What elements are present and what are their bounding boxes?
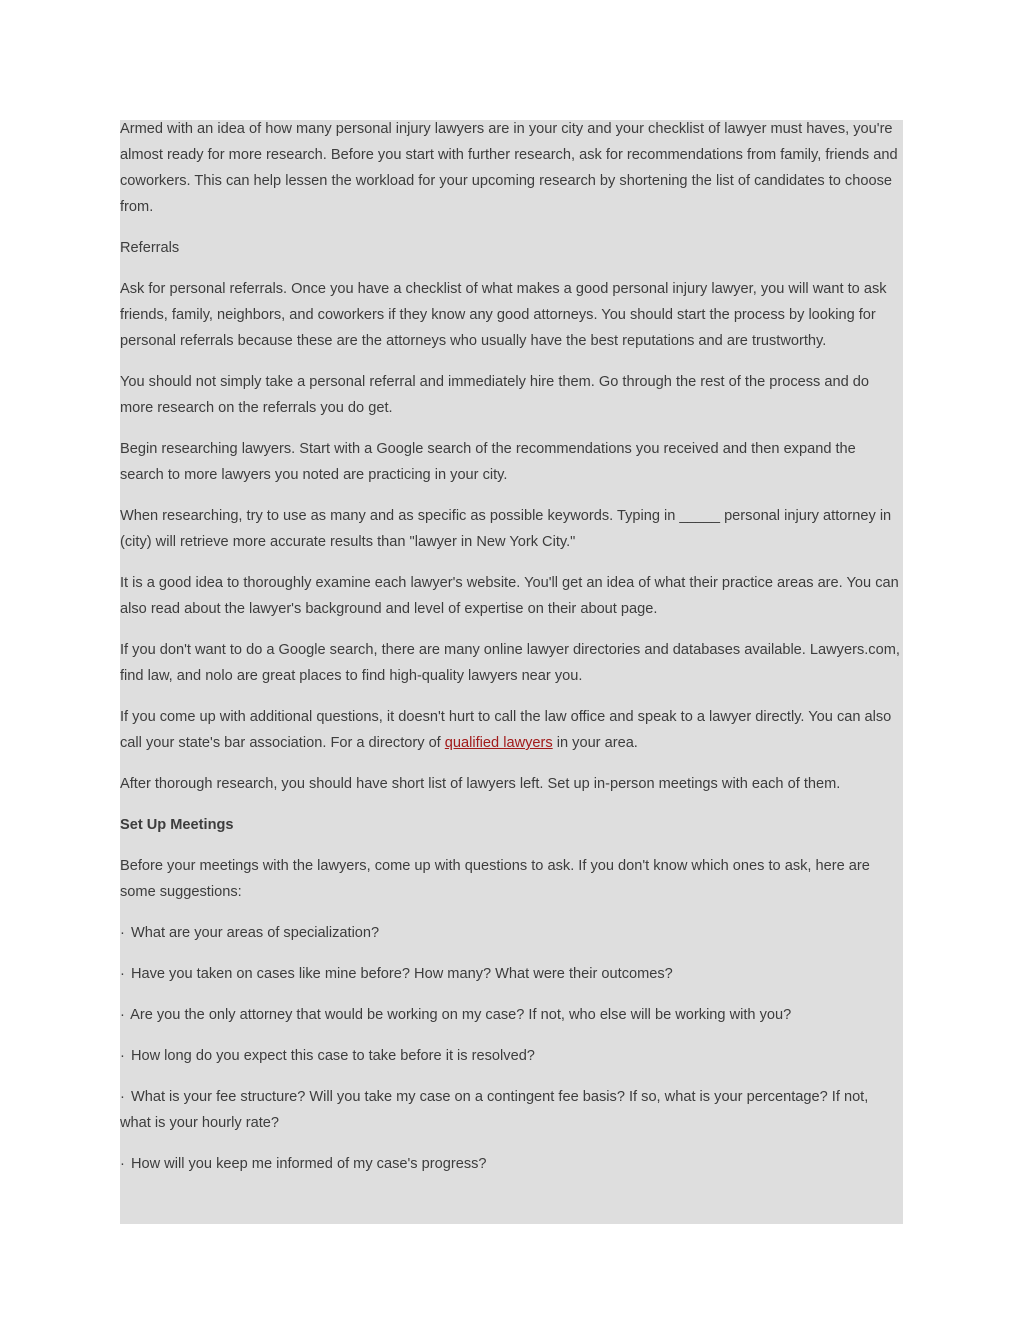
meetings-heading: Set Up Meetings [120, 817, 234, 833]
question-text: Have you taken on cases like mine before? How many? What were their outcomes? [130, 966, 673, 982]
question-text: What is your fee structure? Will you take my case on a contingent fee basis? If so, what is your percentage? If not, what is your hourly rate? [120, 1089, 869, 1131]
document-body [120, 120, 903, 1224]
referrals-label: Referrals [120, 240, 180, 256]
research-paragraph-5 [120, 704, 903, 756]
research-paragraph-4: If you don't want to do a Google search, there are many online lawyer directories and databases available. Lawyers.com, find law, and nolo are great places to find high-quality lawyers near you. [120, 642, 900, 684]
research-paragraph-5-tail: in your area. [552, 735, 638, 751]
research-paragraph-6: After thorough research, you should have short list of lawyers left. Set up in-person meetings with each of them. [120, 776, 841, 792]
referrals-paragraph-2: You should not simply take a personal referral and immediately hire them. Go through the rest of the process and do more research on the referrals you do get. [120, 374, 870, 416]
research-paragraph-2: When researching, try to use as many and as specific as possible keywords. Typing in _____ personal injury attorney in (city) will retrieve more accurate results than "lawyer in New York City." [120, 508, 892, 550]
question-item [120, 1043, 903, 1069]
research-paragraph-1: Begin researching lawyers. Start with a Google search of the recommendations you received and then expand the search to more lawyers you noted are practicing in your city. [120, 441, 856, 483]
bullet-mark: · [120, 966, 125, 982]
question-item [120, 1002, 903, 1028]
question-text: What are your areas of specialization? [130, 925, 380, 941]
bullet-mark: · [120, 1156, 125, 1172]
question-text: How will you keep me informed of my case's progress? [130, 1156, 487, 1172]
bullet-mark: · [120, 1007, 125, 1023]
question-item [120, 1084, 903, 1136]
bullet-mark: · [120, 1048, 125, 1064]
intro-paragraph: Armed with an idea of how many personal injury lawyers are in your city and your checklist of lawyer must haves, you're almost ready for more research. Before you start with further research, ask for recommendations from family, friends and coworkers. This can help lessen the workload for your upcoming research by shortening the list of candidates to choose from. [120, 121, 898, 215]
question-item [120, 1151, 903, 1177]
bullet-mark: · [120, 925, 125, 941]
referrals-paragraph-1: Ask for personal referrals. Once you have a checklist of what makes a good personal injury lawyer, you will want to ask friends, family, neighbors, and coworkers if they know any good attorneys. You should start the process by looking for personal referrals because these are the attorneys who usually have the best reputations and are trustworthy. [120, 281, 887, 349]
question-item [120, 961, 903, 987]
research-paragraph-5-lead: If you come up with additional questions, it doesn't hurt to call the law office and speak to a lawyer directly. You can also call your state's bar association. For a directory of [120, 709, 892, 751]
question-item [120, 920, 903, 946]
research-paragraph-3: It is a good idea to thoroughly examine each lawyer's website. You'll get an idea of what their practice areas are. You can also read about the lawyer's background and level of expertise on their about page. [120, 575, 899, 617]
question-text: Are you the only attorney that would be working on my case? If not, who else will be working with you? [130, 1007, 792, 1023]
meetings-intro: Before your meetings with the lawyers, come up with questions to ask. If you don't know which ones to ask, here are some suggestions: [120, 858, 870, 900]
question-text: How long do you expect this case to take before it is resolved? [130, 1048, 535, 1064]
qualified-lawyers-link[interactable]: qualified lawyers [444, 735, 553, 751]
bullet-mark: · [120, 1089, 125, 1105]
